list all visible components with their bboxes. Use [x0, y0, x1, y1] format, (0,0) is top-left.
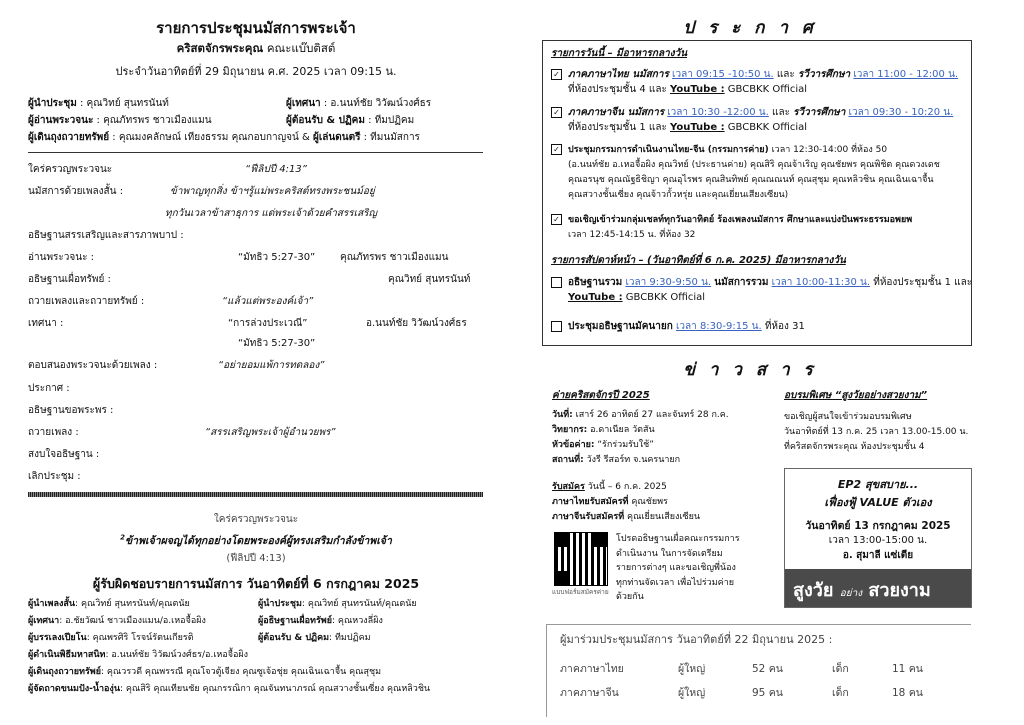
praise-song-line-2: ทุกวันเวลาข้าสาธุการ แด่พระเจ้าด้วยคำสรรเสริญ: [165, 208, 378, 219]
attendance-title: ผู้มาร่วมประชุมนมัสการ วันอาทิตย์ที่ 22 มิถุนายน 2025 :: [560, 633, 833, 646]
attendance-cn-adult: 95 คน: [752, 687, 783, 699]
call-to-worship-ref: “ฟีลิปปี 4:13”: [245, 164, 307, 175]
leader-row-2-right: ผู้ต้อนรับ & ปฏิคม : ทีมปฏิคม: [286, 115, 415, 126]
camp-title: ค่ายคริสตจักรปี 2025: [552, 390, 650, 401]
verse-heading: ใคร่ครวญพระวจนะ: [213, 514, 299, 525]
camp-details: วันที่: เสาร์ 26 อาทิตย์ 27 และจันทร์ 28 ก.ค. วิทยากร: อ.ดาเนียล วัตสัน หัวข้อค่าย: “รักร่วมรับใช้” สถานที่: วังรี รีสอร์ท จ.นครนายก: [552, 410, 729, 465]
offering-prayer-person: คุณวิทย์ สุนทรนันท์: [388, 274, 471, 285]
next-week-row-3-right: ผู้ต้อนรับ & ปฏิคม: ทีมปฏิคม: [258, 633, 371, 643]
announcements-label: ประกาศ :: [28, 383, 70, 394]
next-week-heading: รายการสัปดาห์หน้า – (วันอาทิตย์ที่ 6 ก.ค. 2025) มีอาหารกลางวัน: [551, 255, 846, 266]
offering-song-label: ถวายเพลงและถวายทรัพย์ :: [28, 296, 145, 307]
offering-prayer-label: อธิษฐานเผื่อทรัพย์ :: [28, 274, 111, 285]
service-date: ประจำวันอาทิตย์ที่ 29 มิถุนายน ค.ศ. 2025 เวลา 09:15 น.: [115, 65, 397, 78]
camp-registration: รับสมัคร วันนี้ – 6 ก.ค. 2025 ภาษาไทยรับสมัครที่ คุณชัยพร ภาษาจีนรับสมัครที่ คุณเยี่ยนเสียงเซียน: [552, 482, 701, 522]
unchecked-box-icon: [551, 321, 562, 332]
today-heading: รายการวันนี้ – มีอาหารกลางวัน: [551, 48, 688, 59]
attendance-thai-adult-label: ผู้ใหญ่: [678, 663, 706, 675]
attendance-cn-child-label: เด็ก: [832, 687, 849, 699]
verse-ref: (ฟีลิปปี 4:13): [226, 553, 286, 564]
next-week-row-1-right: ผู้นำประชุม: คุณวิทย์ สุนทรนันท์/คุณตนัย: [258, 599, 417, 609]
checked-box-icon: ✓: [551, 69, 562, 80]
next-week-offering-bag: ผู้เดินถุงถวายทรัพย์: คุณวรวดี คุณพรรณี คุณโจวตู้เจียง คุณซูเจ้อชุ่ย คุณเฉินเฉาจื้น คุณสุชุม: [28, 667, 382, 677]
next-week-row-2-right: ผู้อธิษฐานเผื่อทรัพย์: คุณหวงลี่ผิง: [258, 616, 383, 626]
checked-box-icon: ✓: [551, 107, 562, 118]
call-to-worship-label: ใคร่ครวญพระวจนะ: [28, 164, 113, 175]
sermon-preacher: อ.นนท์ชัย วิวัฒน์วงศ์ธร: [366, 318, 467, 329]
poster-time: เวลา 13:00-15:00 น.: [828, 535, 928, 546]
attendance-thai-child: 11 คน: [892, 663, 923, 675]
poster-subtitle: เฟื่องฟู้ VALUE ตัวเอง: [824, 496, 932, 509]
checked-box-icon: ✓: [551, 144, 562, 155]
blessing-prayer-label: อธิษฐานขอพระพร :: [28, 405, 114, 416]
attendance-thai-child-label: เด็ก: [832, 663, 849, 675]
silent-prayer-label: สงบใจอธิษฐาน :: [28, 449, 100, 460]
today-item-committee: ✓ ประชุมกรรมการดำเนินงานไทย-จีน (กรรมการค่าย) เวลา 12:30-14:00 ที่ห้อง 50 (อ.นนท์ชัย อ.เหอจื้อผิง คุณวิทย์ (ประธานค่าย) คุณสิริ คุณจ้าเริญ คุณชัยพร คุณพิชิต คุณดวงเดช คุณอรนุช คุณณัฐธิชิญา คุณอุไรพร คุณสินทิพย์ คุณณณนท์ คุณสุชุม คุณหลิวชิน คุณเฉินเฉาจื้น คุณสวางชั้นเซี่ยง คุณจ้าวกั้วหรุ่ย และคุณเยี่ยนเสียงเซียน): [551, 143, 940, 203]
divider: [28, 152, 483, 153]
today-item-chinese: ✓ ภาคภาษาจีน นมัสการ เวลา 10:30 -12:00 น. และ รวีวารศึกษา เวลา 09:30 - 10:20 น. ที่ห้องประชุมชั้น 1 และ YouTube : GBCBKK Official: [551, 105, 953, 135]
next-week-communion: ผู้ดำเนินพิธีมหาสนิท: อ.นนท์ชัย วิวัฒน์วงศ์ธร/อ.เหอจื้อผิง: [28, 650, 249, 660]
next-week-title: ผู้รับผิดชอบรายการนมัสการ วันอาทิตย์ที่ 6 กรกฎาคม 2025: [92, 576, 420, 591]
praise-song-label: นมัสการด้วยเพลงสั้น :: [28, 186, 124, 197]
closing-song-label: ถวายเพลง :: [28, 427, 79, 438]
leader-row-1-left: ผู้นำประชุม : คุณวิทย์ สุนทรนันท์: [28, 98, 169, 109]
praise-song-line-1: ข้าพาญทุกสิ่ง ข้าฯรู้แม่พระคริสต์ทรงพระชนม์อยู่: [170, 186, 375, 197]
offering-song-title: “แล้วแต่พระองค์เจ้า”: [222, 296, 314, 307]
service-title: รายการประชุมนมัสการพระเจ้า: [156, 19, 356, 37]
leader-row-1-right: ผู้เทศนา : อ.นนท์ชัย วิวัฒน์วงศ์ธร: [286, 98, 432, 109]
dismissal-label: เลิกประชุม :: [28, 471, 81, 482]
next-week-row-1-left: ผู้นำเพลงสั้น: คุณวิทย์ สุนทรนันท์/คุณตนัย: [28, 599, 190, 609]
attendance-row-thai: ภาคภาษาไทย: [560, 663, 624, 675]
reading-label: อ่านพระวจนะ :: [28, 252, 95, 263]
church-name: คริสตจักรพระคุณ คณะแบ๊บติสต์: [176, 41, 336, 55]
verse-text: $^2$ข้าพเจ้าผจญได้ทุกอย่างโดยพระองค์ผู้ทรงเสริมกำลังข้าพเจ้า: [120, 533, 392, 547]
qr-caption: แบบฟอร์มสมัครค่าย: [552, 588, 609, 596]
sermon-label: เทศนา :: [28, 318, 64, 329]
attendance-row-chinese: ภาคภาษาจีน: [560, 687, 619, 699]
poster-speaker: อ. สุมาลี แซ่เตีย: [842, 550, 914, 561]
response-song: “อย่ายอมแพ้การทดลอง”: [218, 360, 325, 371]
next-week-bread: ผู้จัดถาดขนมปัง-น้ำองุ่น: คุณสิริ คุณเทียนชัย คุณกรรณิกา คุณจันทนาภรณ์ คุณสวางชั้นเซี่ยง คุณหลิวชิน: [28, 684, 431, 694]
leader-row-3: ผู้เดินถุงถวายทรัพย์ : คุณมงคลักษณ์ เทียงธรรม คุณกอบกาญจน์ & ผู้เล่นดนตรี : ทีมนมัสการ: [28, 132, 420, 143]
response-label: ตอบสนองพระวจนะด้วยเพลง :: [28, 360, 158, 371]
sermon-ref: “มัทธิว 5:27-30”: [238, 338, 316, 349]
poster-banner-text: สูงวัย อย่าง สวยงาม: [793, 580, 931, 601]
poster-banner: [785, 569, 971, 607]
sermon-title: “การล่วงประเวณี”: [228, 318, 308, 329]
announcements-heading: ป ร ะ ก า ศ: [683, 18, 817, 38]
next-week-row-2-left: ผู้เทศนา: อ.ชัยวัฒน์ ชาวเมืองแมน/อ.เหอจื้อผิง: [28, 616, 206, 626]
poster-date: วันอาทิตย์ 13 กรกฎาคม 2025: [805, 520, 951, 532]
next-item-joint-service: อธิษฐานรวม เวลา 9:30-9:50 น. นมัสการรวม เวลา 10:00-11:30 น. ที่ห้องประชุมชั้น 1 และ YouTube : GBCBKK Official: [551, 275, 972, 305]
announcements-column: [530, 0, 1024, 725]
attendance-thai-adult: 52 คน: [752, 663, 783, 675]
leader-row-2-left: ผู้อ่านพระวจนะ : คุณภัทรพร ชาวเมืองแมน: [28, 115, 212, 126]
closing-song-title: “สรรเสริญพระเจ้าผู้อำนวยพร”: [205, 427, 336, 438]
training-title: อบรมพิเศษ “สูงวัยอย่างสวยงาม”: [784, 390, 928, 401]
unchecked-box-icon: [551, 277, 562, 288]
training-poster: [784, 468, 972, 608]
news-heading: ข่ า ว ส า ร: [683, 360, 817, 380]
poster-episode: EP2 สุขสบาย...: [837, 478, 919, 491]
thick-divider: [28, 492, 483, 497]
training-details: ขอเชิญผู้สนใจเข้าร่วมอบรมพิเศษ วันอาทิตย์ที่ 13 ก.ค. 25 เวลา 13.00-15.00 น. ที่คริสตจักรพระคุณ ห้องประชุมชั้น 4: [784, 412, 969, 452]
camp-prayer-note: โปรดอธิษฐานเผื่อคณะกรรมการ ดำเนินงาน ในการจัดเตรียม รายการต่างๆ และขอเชิญพี่น้อง ทุกท่านจัดเวลา เพื่อไปร่วมค่าย ด้วยกัน: [616, 534, 740, 602]
reading-person: คุณภัทรพร ชาวเมืองแมน: [340, 252, 449, 263]
reading-ref: “มัทธิว 5:27-30”: [238, 252, 316, 263]
next-week-row-3-left: ผู้บรรเลงเปียโน: คุณพรศิริ โรจน์รัตนเกียรติ: [28, 633, 194, 643]
checked-box-icon: ✓: [551, 214, 562, 225]
qr-code-icon[interactable]: [554, 532, 608, 586]
prayer-praise: อธิษฐานสรรเสริญและสารภาพบาป :: [28, 230, 184, 241]
next-item-deacon-prayer: ประชุมอธิษฐานมัคนายก เวลา 8:30-9:15 น. ที่ห้อง 31: [551, 319, 805, 334]
today-item-thai: ✓ ภาคภาษาไทย นมัสการ เวลา 09:15 -10:50 น. และ รวีวารศึกษา เวลา 11:00 - 12:00 น. ที่ห้องประชุมชั้น 4 และ YouTube : GBCBKK Official: [551, 67, 958, 97]
attendance-cn-adult-label: ผู้ใหญ่: [678, 687, 706, 699]
attendance-cn-child: 18 คน: [892, 687, 923, 699]
today-item-cell-group: ✓ ขอเชิญเข้าร่วมกลุ่มเชลท์ทุกวันอาทิตย์ ร้องเพลงนมัสการ ศึกษาและแบ่งปันพระธรรมอพยพ เวลา 12:45-14:15 น. ที่ห้อง 32: [551, 213, 912, 243]
announcements-box: [542, 40, 972, 346]
